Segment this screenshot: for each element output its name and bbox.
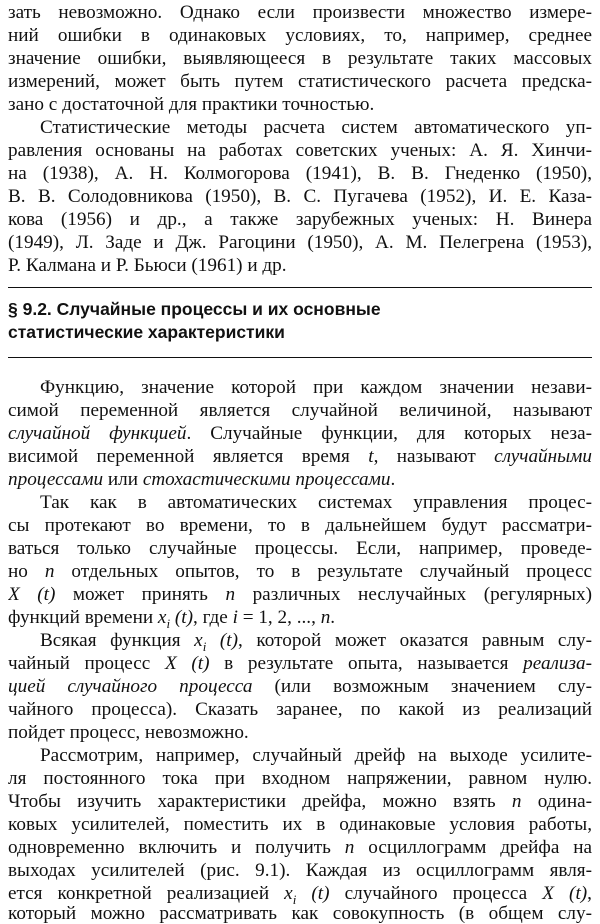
- text-line: одновременно включить и получить n осциллограмм дрейфа на: [8, 837, 592, 858]
- text-line: но n отдельных опытов, то в результате случайный процесс: [8, 561, 592, 582]
- top-rule: [8, 287, 592, 288]
- emphasis: процессами: [8, 469, 104, 490]
- text-line: зано с достаточной для практики точностью.: [8, 94, 375, 115]
- text-line: чайный процесс X (t) в результате опыта, называется реализа-: [8, 653, 592, 674]
- text-line: Так как в автоматических системах управления процес-: [40, 492, 592, 513]
- text-line: Функцию, значение которой при каждом значении незави-: [40, 377, 592, 398]
- text-line: ковых усилителей, поместить их в одинаковые условия работы,: [8, 814, 592, 835]
- text-line: Рассмотрим, например, случайный дрейф на выходе усилите-: [40, 745, 592, 766]
- emphasis: случайными: [494, 446, 592, 467]
- text-line: на (1938), А. Н. Колмогорова (1941), В. В. Гнеденко (1950),: [8, 163, 592, 184]
- text-line: функций времени $x_i$ (t), где i = 1, 2, ..., n.: [8, 607, 336, 629]
- emphasis: реализа-: [523, 653, 592, 674]
- text-line: равления основаны на работах советских ученых: А. Я. Хинчи-: [8, 140, 592, 161]
- text-line: процессами или стохастическими процессами.: [8, 469, 396, 490]
- text-line: значение ошибки, выявляющееся в результате таких массовых: [8, 48, 592, 69]
- text-line: (1949), Л. Заде и Дж. Рагоцини (1950), А. М. Пелегрена (1953),: [8, 232, 592, 253]
- text-line: чайного процесса). Сказать заранее, по какой из реализаций: [8, 699, 592, 720]
- text-line: кова (1956) и др., а также зарубежных ученых: Н. Винера: [8, 209, 592, 230]
- text-line: который можно рассматривать как совокупность (в общем слу-: [8, 903, 592, 924]
- text-line: ний ошибки в одинаковых условиях, то, например, среднее: [8, 25, 592, 46]
- emphasis: цией случайного процесса: [8, 676, 253, 697]
- text-line: ля постоянного тока при входном напряжении, равном нулю.: [8, 768, 592, 789]
- text-line: В. В. Солодовникова (1950), В. С. Пугачева (1952), И. Е. Каза-: [8, 186, 592, 207]
- text-line: Статистические методы расчета систем автоматического уп-: [40, 117, 592, 138]
- section-heading-line-1: § 9.2. Случайные процессы и их основные: [8, 299, 381, 319]
- text-line: ется конкретной реализацией $x_i$ (t) случайного процесса X (t),: [8, 883, 592, 905]
- text-line: случайной функцией. Случайные функции, для которых неза-: [8, 423, 592, 444]
- text-line: пойдет процесс, невозможно.: [8, 722, 249, 743]
- text-line: Всякая функция $x_i$ (t), которой может оказатся равным слу-: [40, 630, 592, 652]
- text-line: цией случайного процесса (или возможным значением слу-: [8, 676, 592, 697]
- text-line: Чтобы изучить характеристики дрейфа, можно взять n одина-: [8, 791, 592, 812]
- emphasis: стохастическими процессами: [142, 469, 391, 490]
- text-line: Р. Калмана и Р. Бьюси (1961) и др.: [8, 255, 287, 276]
- section-heading-line-2: статистические характеристики: [8, 322, 285, 342]
- text-line: висимой переменной является время t, называют случайными: [8, 446, 592, 467]
- text-line: сы протекают во времени, то в дальнейшем будут рассматри-: [8, 515, 592, 536]
- text-line: X (t) может принять n различных неслучайных (регулярных): [8, 584, 592, 605]
- text-line: измерений, может быть путем статистического расчета предска-: [8, 71, 592, 92]
- emphasis: случайной функцией: [8, 423, 187, 444]
- bottom-rule: [8, 357, 592, 358]
- text-line: выходах усилителей (рис. 9.1). Каждая из осциллограмм явля-: [8, 860, 592, 881]
- text-line: ваться только случайные процессы. Если, например, проведе-: [8, 538, 592, 559]
- text-line: симой переменной является случайной величиной, называют: [8, 400, 592, 421]
- text-line: зать невозможно. Однако если произвести множество измере-: [8, 2, 592, 23]
